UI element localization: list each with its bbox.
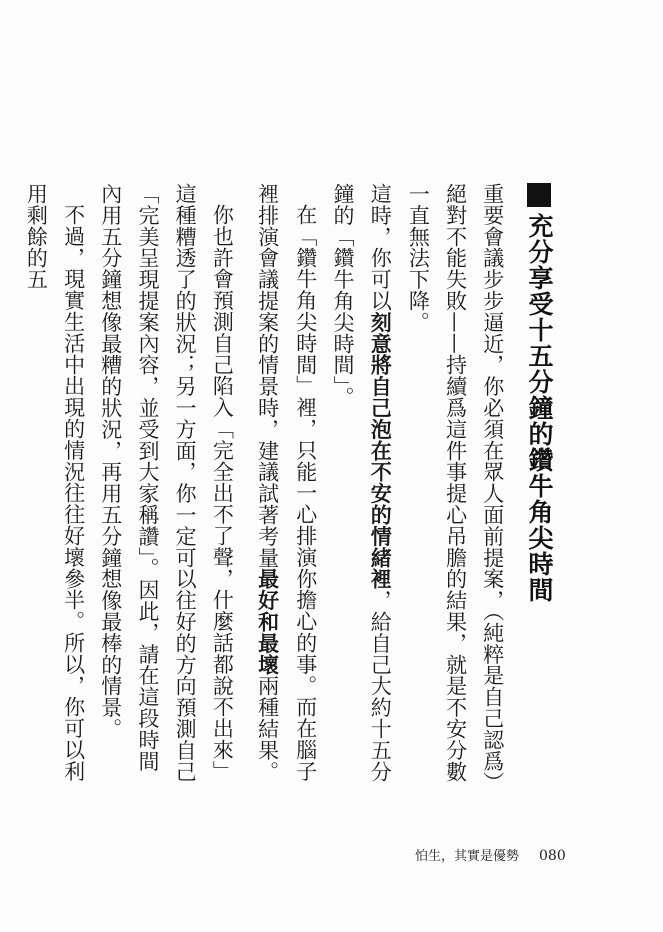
section-heading [521,183,558,793]
paragraph-5 [17,183,91,793]
paragraph-text: 這時，你可以 [368,183,393,312]
paragraph-1 [399,183,511,793]
paragraph-text: 你也許會預測自己陷入「完全出不了聲，什麼話都說不出來」這種糟透了的狀況；另一方面，你一定可以往好的方向預測自己「完美呈現提案內容，並受到大家稱讚」。因此，請在這段時間內用五分鐘想像最糟的狀況，再用五分鐘想像最棒的情景。 [98,183,235,783]
paragraph-text: 在「鑽牛角尖時間」裡，只能一心排演你擔心的事。而在腦子裡排演會議提案的情景時，建議試著考量 [255,183,318,782]
paragraph-2 [324,183,399,793]
paragraph-text: 兩種結果。 [255,675,280,783]
black-square-icon [527,183,551,207]
emphasis-text: 刻意將自己泡在不安的情緒裡 [368,311,394,590]
body-text [17,183,558,793]
running-title: 怕生，其實是優勢 [415,849,520,864]
emphasis-text: 最好和最壞 [255,568,281,676]
paragraph-text: 不過，現實生活中出現的情況往往好壞參半。所以，你可以利用剩餘的五 [24,183,86,782]
paragraph-text: ，給自己大約十五分鐘的「鑽牛角尖時間」。 [330,183,393,783]
paragraph-3 [248,183,323,793]
page-number: 080 [539,848,566,864]
page-footer [415,845,566,864]
paragraph-text: 重要會議步步逼近，你必須在眾人面前提案，（純粹是自己認爲）絕對不能失敗——持續爲這件事提心吊膽的結果，就是不安分數一直無法下降。 [406,183,505,783]
section-heading-text: 充分享受十五分鐘的鑽牛角尖時間 [525,213,554,603]
paragraph-4 [92,183,241,793]
